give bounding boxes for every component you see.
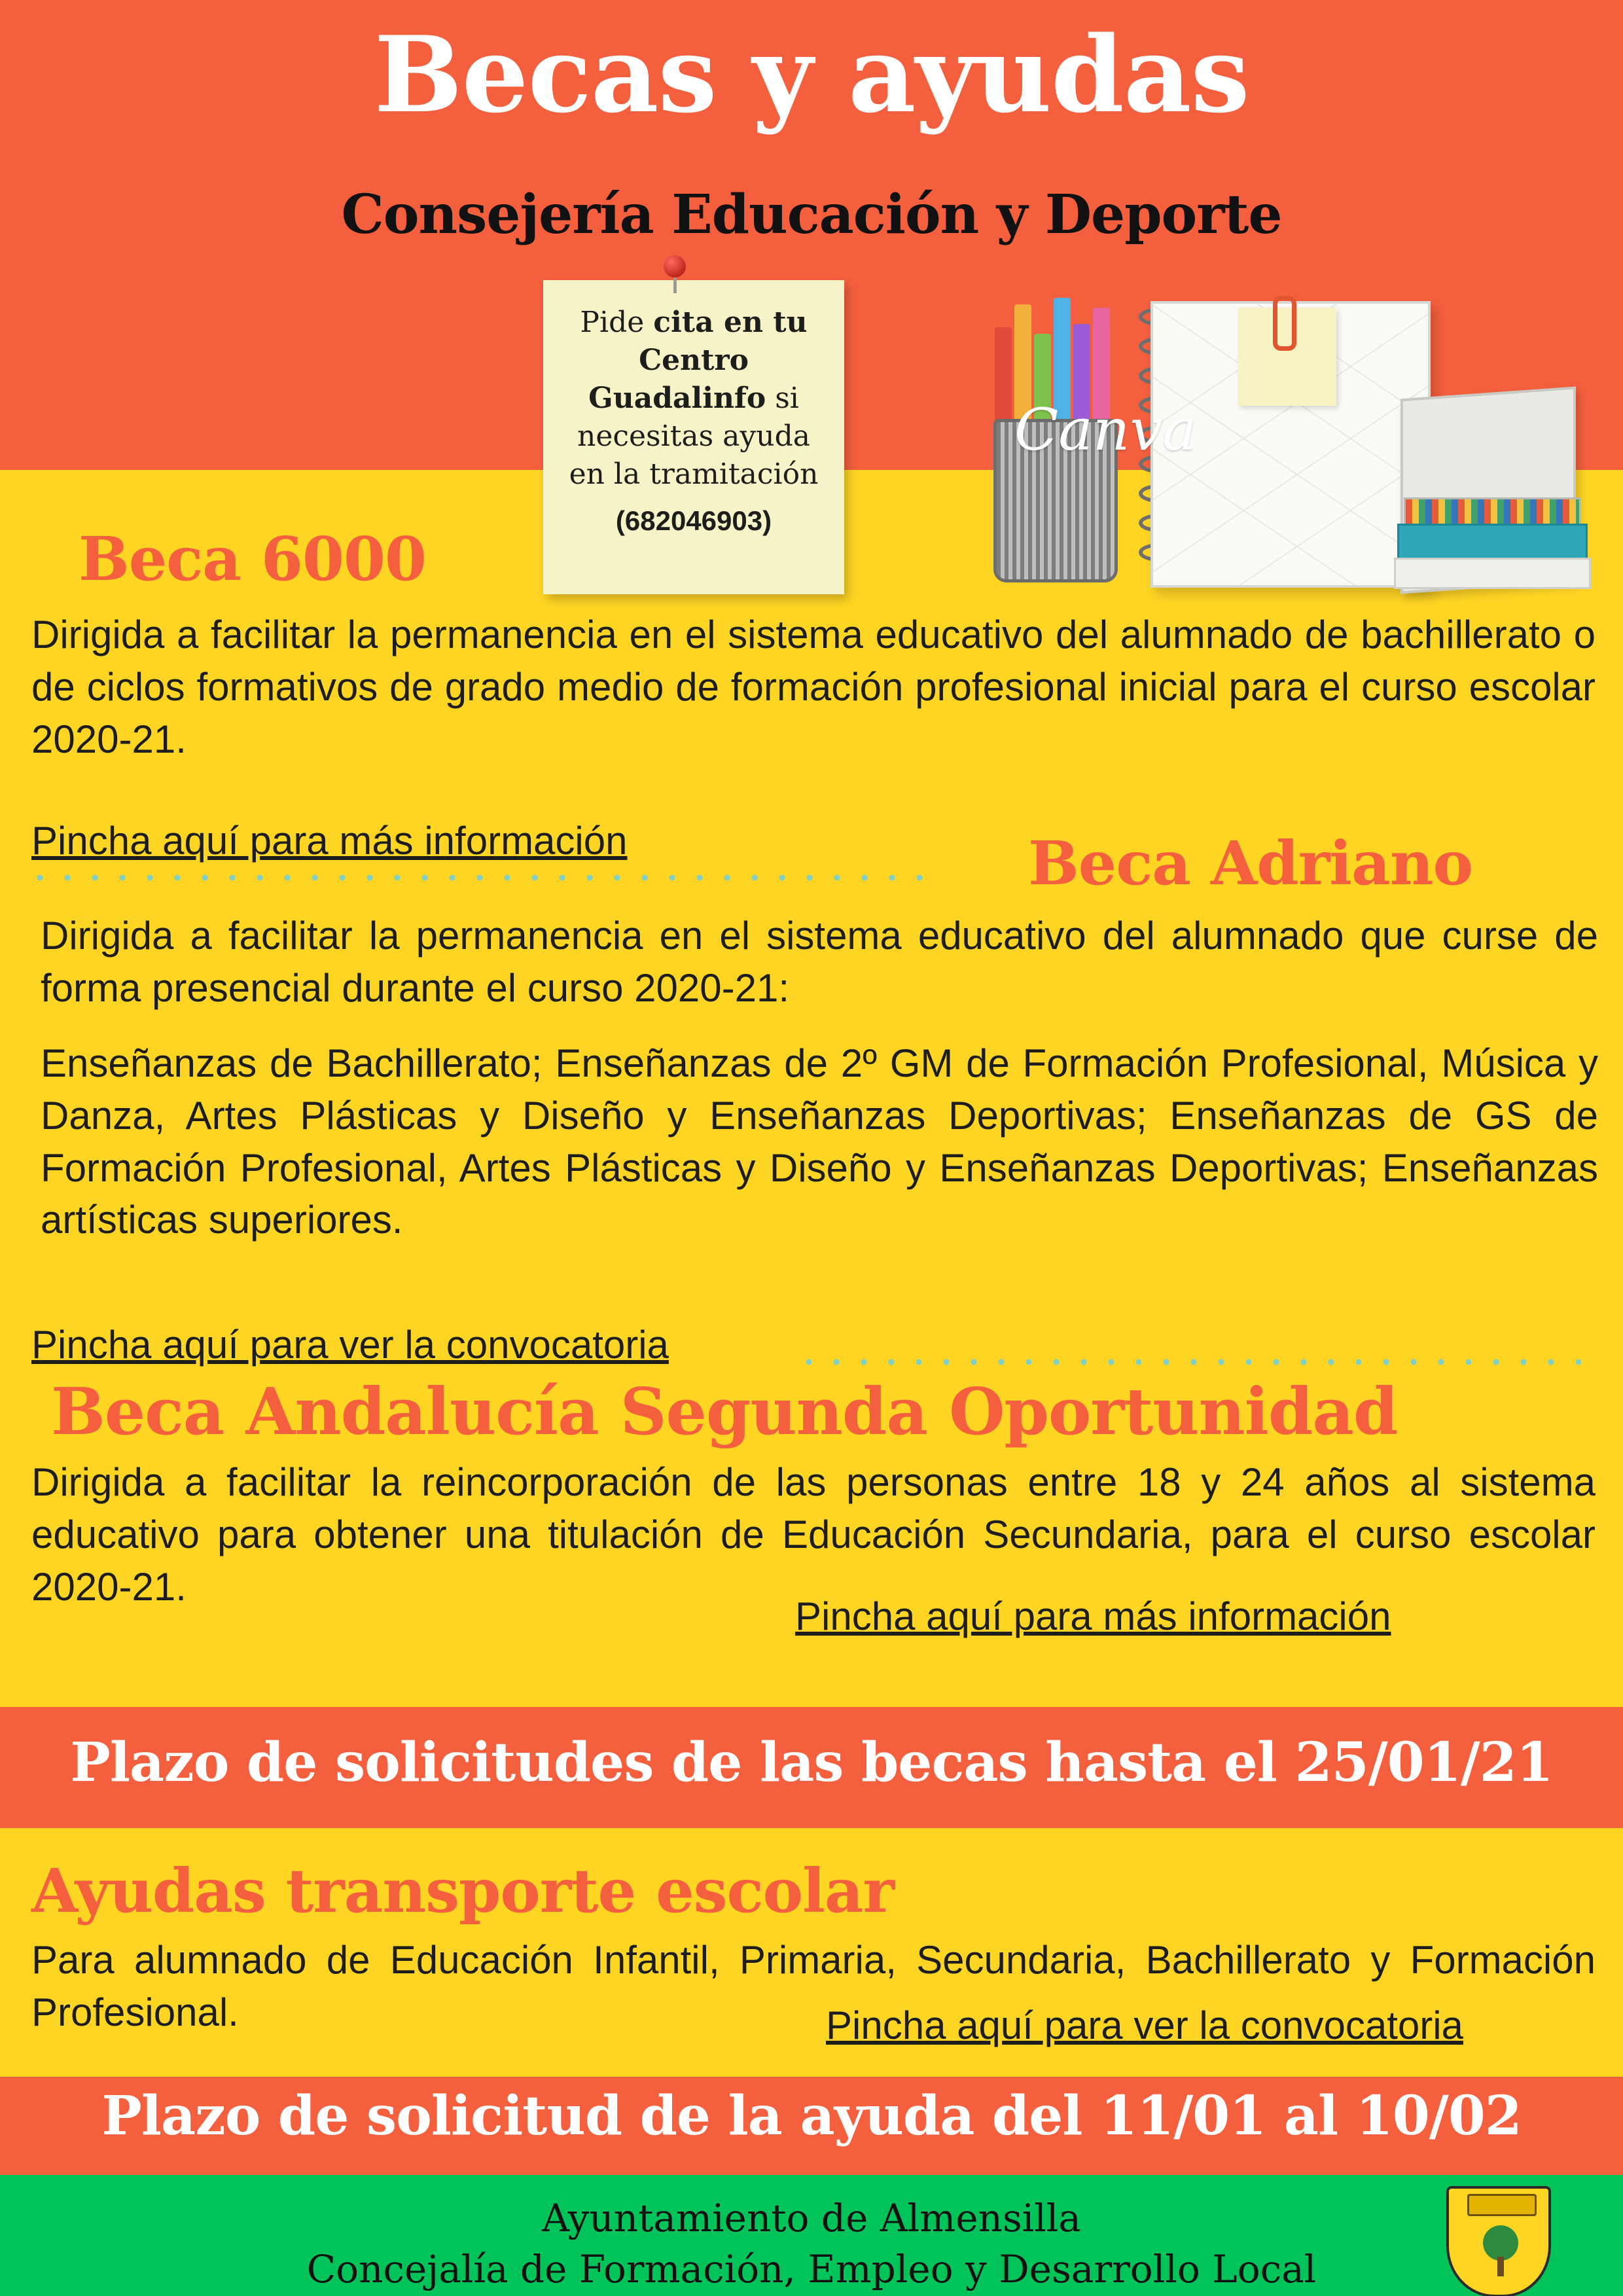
crest-tree <box>1483 2225 1518 2261</box>
municipal-crest-icon <box>1446 2186 1551 2296</box>
crest-crown <box>1467 2194 1537 2216</box>
guadalinfo-phone: (682046903) <box>615 505 772 537</box>
link-segunda-oportunidad-info[interactable]: Pincha aquí para más información <box>795 1594 1391 1638</box>
section-heading-segunda-oportunidad: Beca Andalucía Segunda Oportunidad <box>51 1374 1398 1450</box>
push-pin-icon <box>664 255 686 278</box>
page-title: Becas y ayudas <box>374 13 1249 136</box>
link-beca-6000-info[interactable]: Pincha aquí para más información <box>31 819 628 863</box>
sticky-note-body <box>543 280 844 594</box>
link-transporte-convocatoria[interactable]: Pincha aquí para ver la convocatoria <box>826 2003 1463 2047</box>
divider-dots-1 <box>26 874 942 882</box>
crest-trunk <box>1497 2257 1504 2276</box>
notebook-brand-text: Canva <box>1014 396 1197 463</box>
section-body-ayudas-transporte: Para alumnado de Educación Infantil, Primaria, Secundaria, Bachillerato y Formación Profesional. <box>31 1938 1596 2034</box>
section-heading-beca-adriano: Beca Adriano <box>1028 828 1472 899</box>
section-body-beca-adriano-2: Enseñanzas de Bachillerato; Enseñanzas de 2º GM de Formación Profesional, Música y Danza, Artes Plásticas y Diseño y Enseñanzas Deportivas; Enseñanzas de GS de Formación Profesional, Artes Plásticas y Diseño y Enseñanzas Deportivas; Enseñanzas artísticas superiores. <box>41 1041 1598 1242</box>
sticky-note <box>524 255 851 596</box>
page-subtitle: Consejería Educación y Deporte <box>341 183 1282 246</box>
banner-deadline-ayuda: Plazo de solicitud de la ayuda del 11/01 al 10/02 <box>101 2085 1522 2147</box>
sticky-text-after: si necesitas ayuda en la tramitación <box>569 382 819 492</box>
section-heading-ayudas-transporte: Ayudas transporte escolar <box>31 1856 894 1926</box>
sticky-text-before: Pide <box>580 306 654 339</box>
stationery-illustration <box>975 262 1603 628</box>
divider-dots-2 <box>795 1358 1600 1366</box>
footer-line-1: Ayuntamiento de Almensilla <box>542 2196 1081 2240</box>
section-body-beca-adriano-1: Dirigida a facilitar la permanencia en el sistema educativo del alumnado que curse de forma presencial durante el curso 2020-21: <box>41 914 1598 1010</box>
link-beca-adriano-convocatoria[interactable]: Pincha aquí para ver la convocatoria <box>31 1323 669 1367</box>
section-body-segunda-oportunidad: Dirigida a facilitar la reincorporación de las personas entre 18 y 24 años al sistema educativo para obtener una titulación de Educación Secundaria, para el curso escolar 2020-21. <box>31 1460 1596 1609</box>
footer-line-2: Concejalía de Formación, Empleo y Desarrollo Local <box>306 2247 1317 2292</box>
section-body-beca-6000: Dirigida a facilitar la permanencia en el sistema educativo del alumnado de bachillerato o de ciclos formativos de grado medio de formación profesional inicial para el curso escolar 2020-21. <box>31 613 1596 761</box>
section-heading-beca-6000: Beca 6000 <box>79 524 427 594</box>
paper-clip-icon <box>1273 296 1296 351</box>
footer <box>0 2193 1623 2295</box>
book-white-icon <box>1394 558 1591 589</box>
sticky-text-bold: cita en tu Centro Guadalinfo <box>588 306 808 416</box>
banner-deadline-becas: Plazo de solicitudes de las becas hasta el 25/01/21 <box>70 1731 1553 1794</box>
